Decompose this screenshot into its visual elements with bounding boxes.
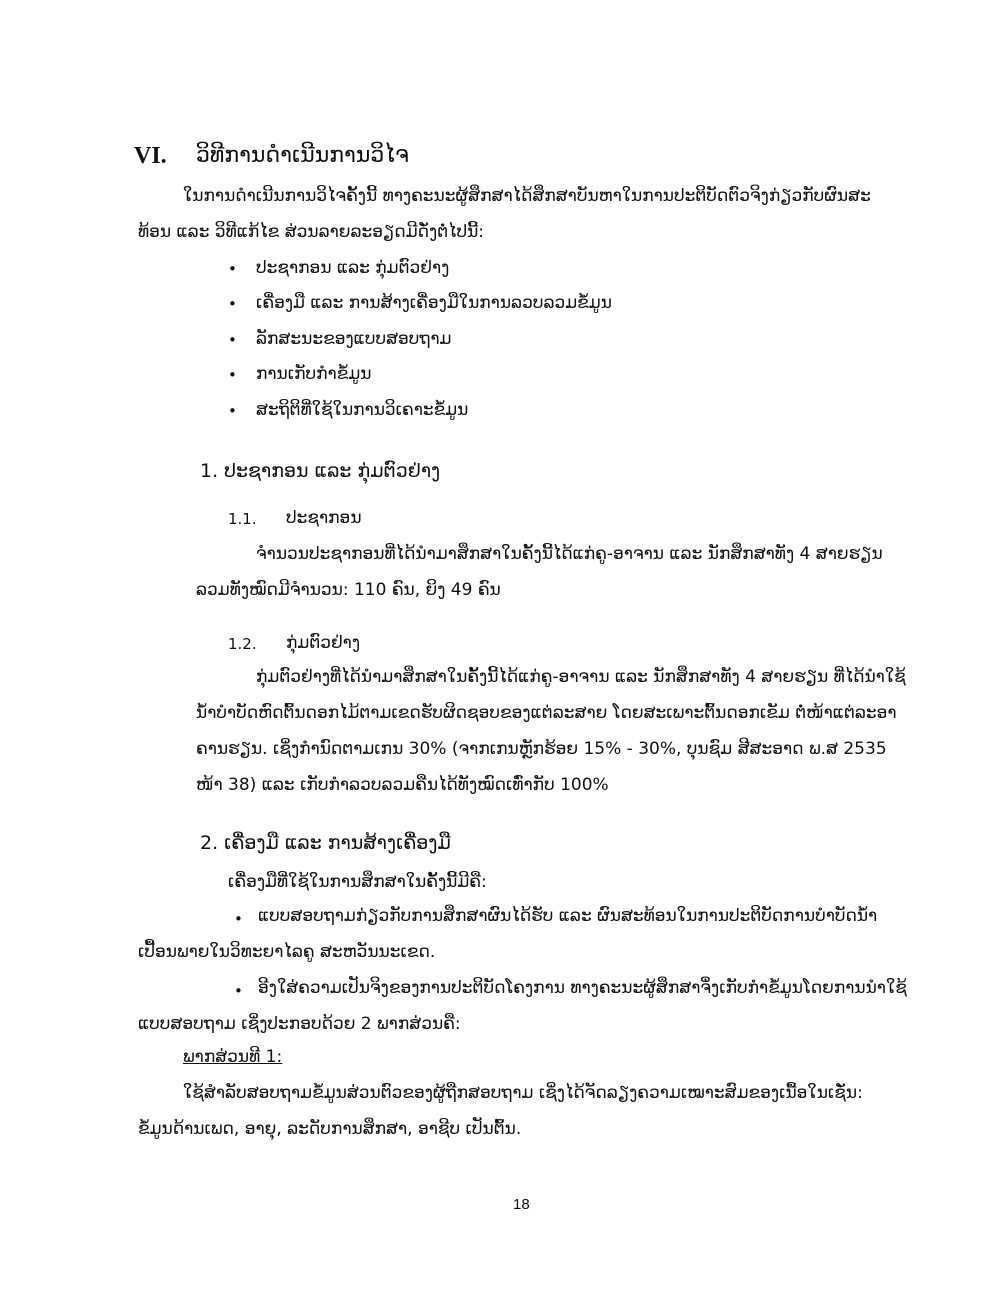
subsection-1-2-number: 1.2. [228,635,257,653]
paragraph-line: ຂໍ້ມູນດ້ານເພດ, ອາຍຸ, ລະດັບການສຶກສາ, ອາຊີບ ເປັນຕົ້ນ. [138,1119,522,1139]
list-item-label: ປະຊາກອນ ແລະ ກຸ່ມຕົວຢ່າງ [256,258,450,278]
list-item-label: ສະຖິຕິທີ່ໃຊ້ໃນການວິເຄາະຂໍ້ມູນ [256,400,469,420]
paragraph-line: ແບບສອບຖາມ ເຊິ່ງປະກອບດ້ວຍ 2 ພາກສ່ວນຄື: [138,1014,461,1034]
paragraph-line: ນ້ຳບຳບັດຫົດຕົ້ນດອກໄມ້ຕາມເຂດຮັບຜິດຊອບຂອງແຕ່ລະສາຍ ໂດຍສະເພາະຕົ້ນດອກເຂັມ ຕໍ່ໜ້າແຕ່ລະອາ [196,703,897,723]
paragraph-line: ຈຳນວນປະຊາກອນທີ່ໄດ້ນຳມາສຶກສາໃນຄັ້ງນີ້ໄດ້ແກ່ຄູ-ອາຈານ ແລະ ນັກສຶກສາທັງ 4 ສາຍຮຽນ [256,544,883,564]
section-number: VI. [134,143,167,169]
part-label: ພາກສ່ວນທີ 1: [183,1047,283,1067]
subsection-1-1-number: 1.1. [228,510,257,528]
list-item-label: ເຄື່ອງມື ແລະ ການສ້າງເຄື່ອງມືໃນການລວບລວມຂໍ້ມູນ [256,293,612,313]
list-item-label: ການເກັບກຳຂໍ້ມູນ [256,364,372,384]
paragraph-line: ເປື້ອນພາຍໃນວິທະຍາໄລຄູ ສະຫວັນນະເຂດ. [138,942,436,962]
intro-line-2: ທ້ອນ ແລະ ວິທີແກ້ໄຂ ສ່ວນລາຍລະອຽດມີດັ່ງຕໍ່ໄປນີ້: [138,222,485,242]
paragraph-line: ແບບສອບຖາມກ່ຽວກັບການສຶກສາຜົນໄດ້ຮັບ ແລະ ຜົນສະທ້ອນໃນການປະຕິບັດການບຳບັດນ້ຳ [258,906,878,926]
section-title: ວິທີການດຳເນີນການວິໄຈ [196,143,409,168]
intro-line-1: ໃນການດຳເນີນການວິໄຈຄັ້ງນີ້ ທາງຄະນະຜູ້ສຶກສາໄດ້ສຶກສາບັນຫາໃນການປະຕິບັດຕົວຈິງກ່ຽວກັບຜົນສະ [183,186,871,206]
subsection-1-heading: 1. ປະຊາກອນ ແລະ ກຸ່ມຕົວຢ່າງ [200,460,441,482]
subsection-2-heading: 2. ເຄື່ອງມື ແລະ ການສ້າງເຄື່ອງມື [200,832,451,854]
subsection-1-1-title: ປະຊາກອນ [286,508,362,528]
paragraph-line: ຄານຮຽນ. ເຊິ່ງກຳນົດຕາມເກນ 30% (ຈາກເກນຫຼັກຮ້ອຍ 15% - 30%, ບຸນຊົມ ສີສະອາດ ພ.ສ 2535 [196,739,887,759]
bullet-icon: • [228,260,237,278]
bullet-icon: • [228,331,237,349]
paragraph-line: ລວມທັງໝົດມີຈຳນວນ: 110 ຄົນ, ຍິງ 49 ຄົນ [196,580,501,600]
page-number: 18 [513,1196,530,1213]
subsection-1-2-title: ກຸ່ມຕົວຢ່າງ [286,633,361,653]
paragraph-line: ເຄື່ອງມືທີ່ໃຊ້ໃນການສຶກສາໃນຄັ້ງນີ້ມີຄື: [228,872,487,892]
list-item-label: ລັກສະນະຂອງແບບສອບຖາມ [256,329,452,349]
bullet-icon: • [228,366,237,384]
bullet-icon: • [228,295,237,313]
paragraph-line: ໃຊ້ສຳລັບສອບຖາມຂໍ້ມູນສ່ວນຕົວຂອງຜູ້ຖືກສອບຖາມ ເຊິ່ງໄດ້ຈັດລຽງຄວາມເໝາະສົມຂອງເນື້ອໃນເຊັ່ນ: [183,1083,863,1103]
bullet-icon: • [234,910,243,928]
paragraph-line: ອີງໃສ່ຄວາມເປັນຈິງຂອງການປະຕິບັດໂຄງການ ທາງຄະນະຜູ້ສຶກສາຈຶ່ງເກັບກຳຂໍ້ມູນໂດຍການນຳໃຊ້ [258,978,907,998]
bullet-icon: • [228,402,237,420]
paragraph-line: ກຸ່ມຕົວຢ່າງທີ່ໄດ້ນຳມາສຶກສາໃນຄັ້ງນີ້ໄດ້ແກ່ຄູ-ອາຈານ ແລະ ນັກສຶກສາທັງ 4 ສາຍຮຽນ ທີ່ໄດ້ນຳໃຊ້ [256,667,906,687]
paragraph-line: ໜ້າ 38) ແລະ ເກັບກຳລວບລວມຄືນໄດ້ທັງໝົດເທົ່າກັບ 100% [196,775,609,795]
bullet-icon: • [234,982,243,1000]
